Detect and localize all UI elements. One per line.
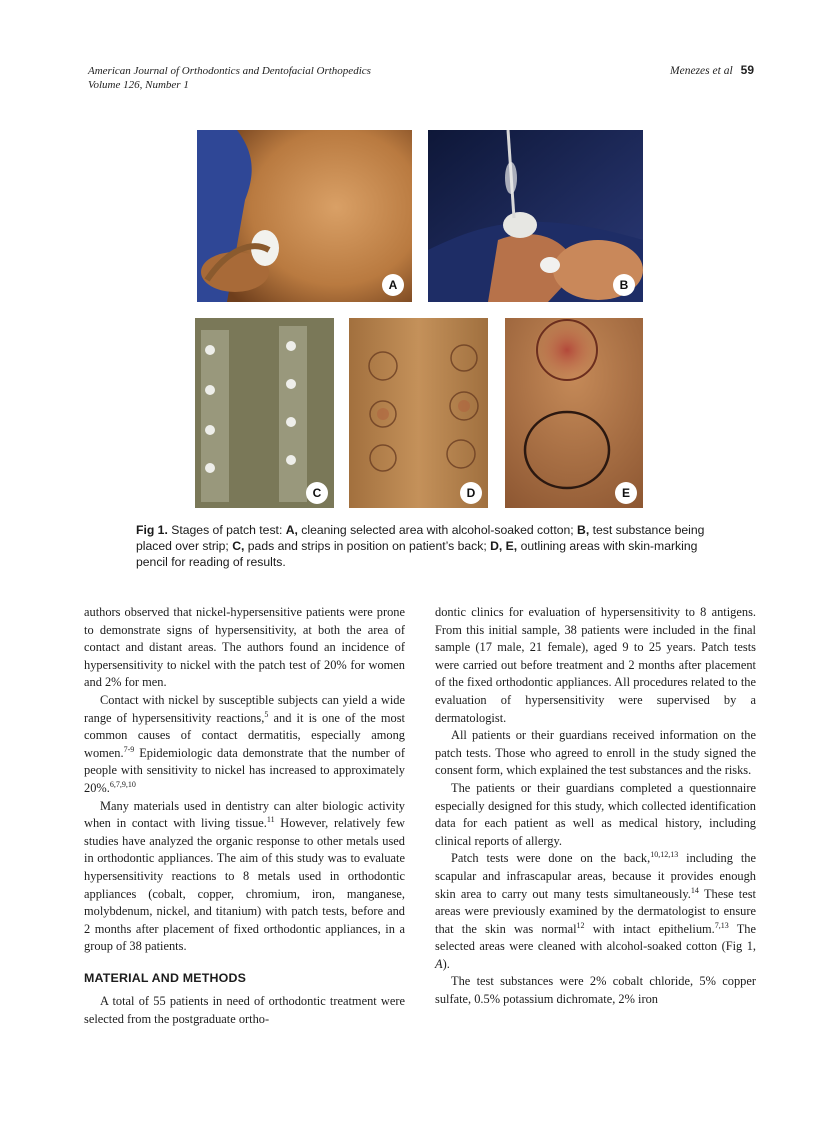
running-authors: Menezes et al <box>670 65 733 77</box>
left-paragraph-2 <box>84 692 405 798</box>
caption-b-label: B, <box>577 523 590 537</box>
panel-a-image <box>197 130 412 302</box>
reference-superscript: 6,7,9,10 <box>109 779 136 789</box>
right-p4-text-d: with intact epithelium. <box>584 921 715 936</box>
left-p3-text-b: However, relatively few studies have analyzed the organic response to other metals used in orthodontic appliances. The aim of this study was to evaluate hypersensitivity reactions to 8 metals used in orthodontic appliances (cobalt, copper, chromium, iron, manganese, molybdenum, nickel, and titanium) with patch tests, before and 2 months after placement of fixed orthodontic appliances, in a group of 38 patients. <box>84 816 405 954</box>
panel-d-image <box>349 318 488 508</box>
right-p4-text-b: including the scapular and infrascapular areas, because it provides enough skin area to carry out many tests simultaneously. <box>435 851 756 901</box>
panel-e-image <box>505 318 643 508</box>
panel-b-image <box>428 130 643 302</box>
caption-a-label: A, <box>285 523 298 537</box>
figure-panel-b <box>428 130 643 302</box>
figure-panel-a <box>197 130 412 302</box>
caption-intro: Stages of patch test: <box>171 523 286 537</box>
caption-de-text: outlining areas with skin-marking pencil for reading of results. <box>136 539 698 569</box>
left-p2-text-b: and it is one of the most common causes of contact dermatitis, especially among women. <box>84 710 406 760</box>
right-p4-text-c: These test areas were previously examined by the dermatologist to ensure that the skin was normal <box>435 886 756 936</box>
left-paragraph-1: authors observed that nickel-hypersensitive patients were prone to demonstrate signs of hypersensitivity, at both the area of contact and distant areas. The authors found an incidence of hypersensitivity to nickel with the patch test of 20% for women and 2% for men. <box>84 605 405 690</box>
caption-b-text: test substance being placed over strip; <box>136 523 705 553</box>
panel-b-label: B <box>613 274 635 296</box>
left-column <box>84 604 405 1029</box>
panel-e-label: E <box>615 482 637 504</box>
right-p4-text-e: The selected areas were cleaned with alcohol-soaked cotton (Fig 1, <box>435 921 757 954</box>
right-paragraph-4 <box>435 850 756 973</box>
figure-reference: A <box>435 956 443 971</box>
reference-superscript: 10,12,13 <box>650 850 679 860</box>
journal-title: American Journal of Orthodontics and Dentofacial Orthopedics <box>88 65 371 77</box>
page-number: 59 <box>740 63 754 77</box>
reference-superscript: 7,13 <box>714 920 729 930</box>
figure-panel-e <box>505 318 643 508</box>
reference-superscript: 11 <box>266 815 275 824</box>
running-header-left <box>88 64 371 92</box>
right-paragraph-1: dontic clinics for evaluation of hypersensitivity to 8 antigens. From this initial sample, 38 patients were included in the final sample (17 male, 21 female), aged 9 to 25 years. Patch tests were carried out before treatment and 2 months after placement of the fixed orthodontic appliances. All procedures related to the evaluation of hypersensitivity were supervised by a dermatologist. <box>435 605 756 725</box>
panel-d-label: D <box>460 482 482 504</box>
right-column <box>435 604 756 1009</box>
figure-panel-c <box>195 318 334 508</box>
panel-a-label: A <box>382 274 404 296</box>
left-paragraph-3 <box>84 798 405 956</box>
left-p2-text-a: Contact with nickel by susceptible subjects can yield a wide range of hypersensitivity reactions, <box>84 692 405 725</box>
figure-caption <box>136 522 716 570</box>
section-heading: MATERIAL AND METHODS <box>84 970 247 985</box>
right-paragraph-2: All patients or their guardians received information on the patch tests. Those who agreed to enroll in the study signed the consent form, which explained the test substances and the risks. <box>435 728 756 778</box>
journal-volume: Volume 126, Number 1 <box>88 79 189 91</box>
right-p4-text-f: ). <box>442 956 450 971</box>
right-paragraph-5: The test substances were 2% cobalt chloride, 5% copper sulfate, 0.5% potassium dichromate, 2% iron <box>435 974 756 1007</box>
panel-c-image <box>195 318 334 508</box>
reference-superscript: 5 <box>264 709 269 719</box>
caption-a-text: cleaning selected area with alcohol-soaked cotton; <box>297 523 578 537</box>
caption-label: Fig 1. <box>136 523 168 537</box>
running-header-right <box>670 63 754 77</box>
reference-superscript: 12 <box>576 920 585 930</box>
left-paragraph-4: A total of 55 patients in need of orthodontic treatment were selected from the postgraduate ortho- <box>84 994 405 1027</box>
reference-superscript: 7-9 <box>123 744 135 754</box>
reference-superscript: 14 <box>690 885 699 895</box>
caption-de-label: D, E, <box>490 539 518 553</box>
caption-c-label: C, <box>232 539 245 553</box>
figure-panel-d <box>349 318 488 508</box>
caption-c-text: pads and strips in position on patient’s back; <box>244 539 491 553</box>
right-paragraph-3: The patients or their guardians completed a questionnaire especially designed for this study, which collected identification data for each patient as well as medical history, including clinical reports of allergy. <box>435 780 756 848</box>
right-p4-text-a: Patch tests were done on the back, <box>451 851 651 866</box>
left-p2-text-c: Epidemiologic data demonstrate that the number of people with sensitivity to nickel has increased to approximately 20%. <box>84 745 405 795</box>
panel-c-label: C <box>306 482 328 504</box>
left-p3-text-a: Many materials used in dentistry can alter biologic activity when in contact with living tissue. <box>84 798 405 831</box>
